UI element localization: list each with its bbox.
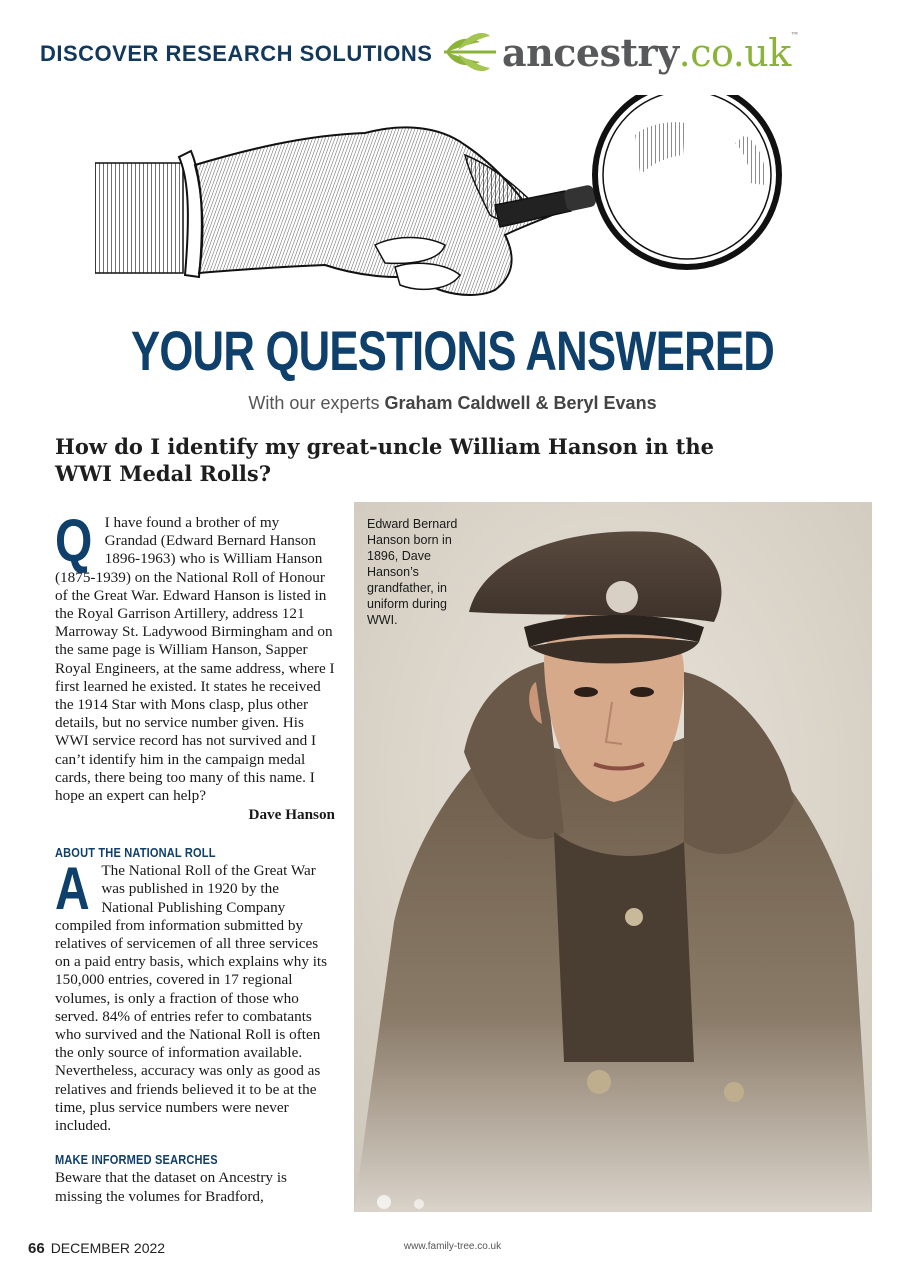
footer-url[interactable]: www.family-tree.co.uk: [403, 1241, 502, 1252]
answer-dropcap: A: [55, 855, 90, 923]
subtitle: With our experts Graham Caldwell & Beryl Evans: [248, 393, 657, 413]
expert-names: Graham Caldwell & Beryl Evans: [384, 393, 657, 413]
answer-column: [55, 844, 335, 1206]
logo-wordmark: ancestry.co.uk™: [502, 29, 799, 75]
page-title: YOUR QUESTIONS ANSWERED: [131, 319, 774, 382]
answer-paragraph-1: A The National Roll of the Great War was published in 1920 by the National Publishing Company compiled from information submitted by relatives of servicemen of all three services on a paid entry basis, which explains why its 150,000 entries, covered in 17 regional volumes, is only a fraction of those who served. 84% of entries refer to combatants who survived and the National Roll is often the only source of information available. Nevertheless, accuracy was only as good as relatives and friends believed it to be at the time, plus service numbers were never included.: [55, 855, 328, 1135]
ancestry-logo[interactable]: [440, 28, 798, 76]
question-signature: Dave Hanson: [248, 806, 335, 824]
issue-date: DECEMBER 2022: [50, 1240, 166, 1256]
section-heading-national-roll: ABOUT THE NATIONAL ROLL: [55, 845, 216, 860]
question-dropcap: Q: [55, 507, 93, 574]
question-heading: How do I identify my great-uncle William Hanson in the WWI Medal Rolls?: [55, 434, 714, 486]
page-number: 66: [28, 1240, 45, 1257]
answer-paragraph-2: Beware that the dataset on Ancestry is missing the volumes for Bradford,: [55, 1169, 287, 1205]
photo-caption: Edward Bernard Hanson born in 1896, Dave Hanson’s grandfather, in uniform during WWI.: [367, 517, 458, 627]
leaf-icon: [440, 28, 498, 76]
question-column: [55, 507, 335, 824]
section-tag: DISCOVER RESEARCH SOLUTIONS: [40, 41, 433, 66]
section-heading-informed-searches: MAKE INFORMED SEARCHES: [55, 1152, 218, 1168]
question-paragraph: Q I have found a brother of my Grandad (Edward Bernard Hanson 1896-1963) who is William Hanson (1875-1939) on the National Roll of Honour of the Great War. Edward Hanson is listed in the Royal Garrison Artillery, address 121 Marroway St. Ladywood Birmingham and on the same page is William Hanson, Sapper Royal Engineers, at the same address, where I first learned he existed. It states he received the 1914 Star with Mons clasp, plus other details, but no service number given. His WWI service record has not survived and I can’t identify him in the campaign medal cards, there being too many of this name. I hope an expert can help?: [55, 507, 335, 805]
hand-magnifier-illustration: [95, 95, 785, 310]
